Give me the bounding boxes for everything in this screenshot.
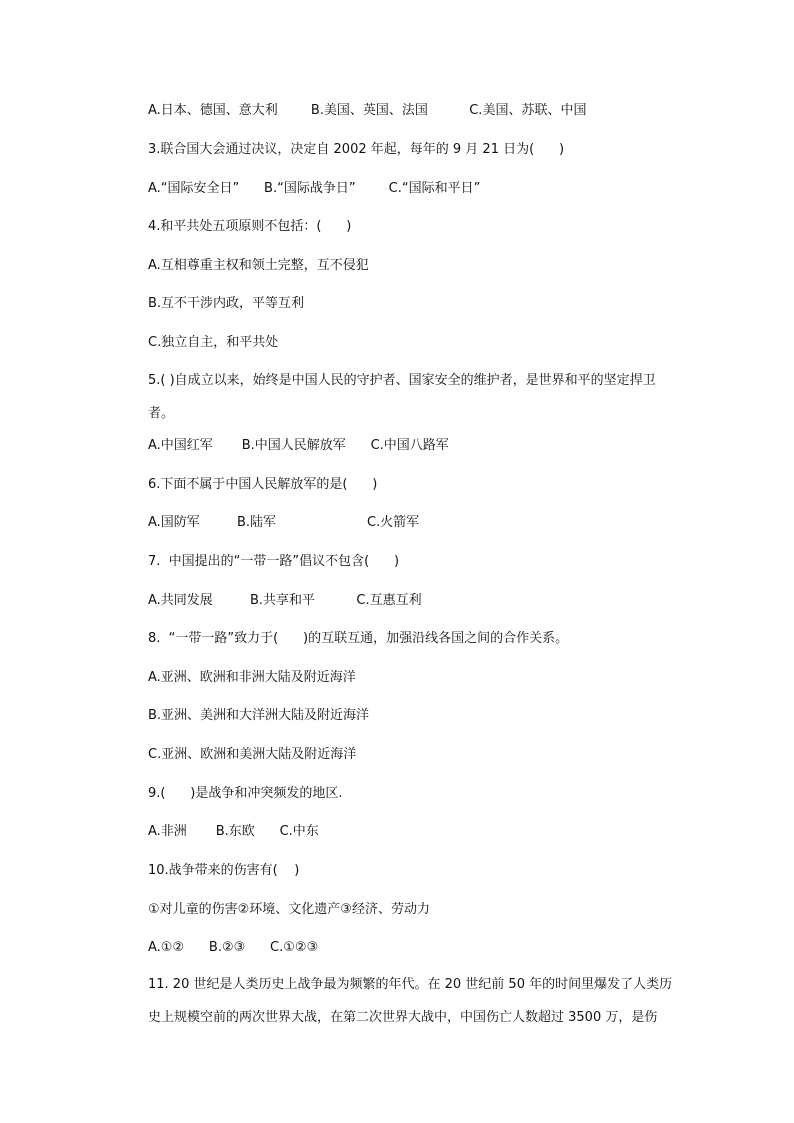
- q3-question: 3.联合国大会通过决议，决定自 2002 年起，每年的 9 月 21 日为( ): [148, 142, 565, 157]
- q6-options: A.国防军 B.陆军 C.火箭军: [148, 515, 420, 530]
- q8-option-a: A.亚洲、欧洲和非洲大陆及附近海洋: [148, 670, 356, 685]
- q9-question: 9.( )是战争和冲突频发的地区.: [148, 786, 343, 801]
- q5-options: A.中国红军 B.中国人民解放军 C.中国八路军: [148, 438, 449, 453]
- q8-option-b: B.亚洲、美洲和大洋洲大陆及附近海洋: [148, 708, 370, 723]
- q2-options: A.日本、德国、意大利 B.美国、英国、法国 C.美国、苏联、中国: [148, 103, 587, 118]
- q9-options: A.非洲 B.东欧 C.中东: [148, 824, 319, 839]
- q10-question: 10.战争带来的伤害有( ): [148, 863, 300, 878]
- q7-options: A.共同发展 B.共享和平 C.互惠互利: [148, 593, 422, 608]
- q4-option-b: B.互不干涉内政，平等互利: [148, 296, 305, 311]
- q8-question: 8. “一带一路”致力于( )的互联互通，加强沿线各国之间的合作关系。: [148, 631, 569, 646]
- q4-option-c: C.独立自主，和平共处: [148, 335, 279, 350]
- q5-question: 5.( )自成立以来，始终是中国人民的守护者、国家安全的维护者，是世界和平的坚定捍卫者。: [148, 373, 656, 421]
- q6-question: 6.下面不属于中国人民解放军的是( ): [148, 477, 378, 492]
- q8-option-c: C.亚洲、欧洲和美洲大陆及附近海洋: [148, 747, 357, 762]
- q11-question: 11. 20 世纪是人类历史上战争最为频繁的年代。在 20 世纪前 50 年的时间里爆发了人类历史上规模空前的两次世界大战，在第二次世界大战中，中国伤亡人数超过 3500 万，是伤: [148, 977, 673, 1025]
- q10-options: A.①② B.②③ C.①②③: [148, 940, 319, 955]
- q7-question: 7. 中国提出的“一带一路”倡议不包含( ): [148, 554, 400, 569]
- q10-items: ①对儿童的伤害②环境、文化遗产③经济、劳动力: [148, 902, 430, 917]
- q4-option-a: A.互相尊重主权和领土完整，互不侵犯: [148, 258, 369, 273]
- q4-question: 4.和平共处五项原则不包括：( ): [148, 219, 352, 234]
- q3-options: A.“国际安全日” B.“国际战争日” C.“国际和平日”: [148, 181, 481, 196]
